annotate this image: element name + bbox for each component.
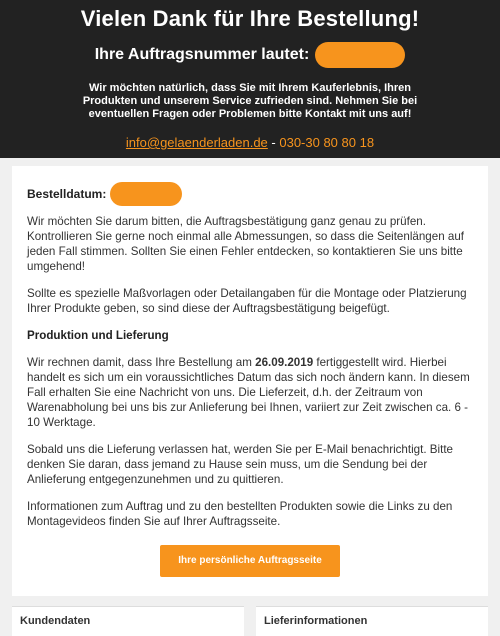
completion-date: 26.09.2019 [255, 356, 314, 369]
customer-data-box [12, 606, 244, 636]
header-banner [0, 0, 500, 158]
order-number-label: Ihre Auftragsnummer lautet: [94, 46, 310, 63]
bottom-info-boxes [12, 606, 488, 636]
order-number-line [0, 42, 500, 68]
intro-text: Wir möchten natürlich, dass Sie mit Ihrem Kauferlebnis, Ihren Produkten und unserem Service zufrieden sind. Nehmen Sie bei eventuellen Fragen oder Problemen bitte Kontakt mit uns auf! [82, 82, 418, 120]
paragraph-delivery-notice: Sobald uns die Lieferung verlassen hat, werden Sie per E-Mail benachrichtigt. Bitte denken Sie daran, dass jemand zu Hause sein muss, um die Sendung bei der Anlieferung entgegenzunehmen und zu quittieren. [27, 443, 453, 486]
completion-text-after: fertiggestellt wird. Hierbei handelt es sich um ein voraussichtliches Datum das sich noch ändern kann. In diesem Fall erhalten Sie eine Nachricht von uns. Die Lieferzeit, d.h. der Zeitraum von Warenabholung bei uns bis zur Anlieferung bei Ihnen, variiert zur Zeit zwischen ca. 6 - 10 Werktage. [27, 356, 470, 429]
contact-separator: - [267, 135, 280, 150]
order-date-line [27, 182, 473, 206]
phone-number[interactable]: 030-30 80 80 18 [279, 135, 375, 150]
page-title: Vielen Dank für Ihre Bestellung! [80, 6, 420, 31]
paragraph-check-confirmation: Wir möchten Sie darum bitten, die Auftragsbestätigung ganz genau zu prüfen. Kontrollieren Sie gerne noch einmal alle Abmessungen, so dass die Seitenlängen auf jeden Fall stimmen. Sollten Sie einen Fehler entdecken, so kontaktieren Sie uns bitte umgehend! [27, 215, 464, 273]
paragraph-special-templates: Sollte es spezielle Maßvorlagen oder Detailangaben für die Montage oder Platzierung Ihrer Produkte geben, so sind diese der Auftragsbestätigung beigefügt. [27, 287, 467, 315]
delivery-info-title: Lieferinformationen [264, 615, 368, 627]
paragraph-completion-date [27, 355, 473, 430]
main-content [12, 166, 488, 596]
order-number-redacted [315, 42, 405, 68]
contact-line [0, 135, 500, 151]
order-date-label: Bestelldatum: [27, 187, 107, 201]
completion-text-before: Wir rechnen damit, dass Ihre Bestellung am [27, 356, 256, 369]
order-page-button[interactable]: Ihre persönliche Auftragsseite [160, 545, 340, 577]
section-title-production: Produktion und Lieferung [27, 329, 169, 342]
order-date-redacted [110, 182, 182, 206]
delivery-info-box [256, 606, 488, 636]
paragraph-order-page-info: Informationen zum Auftrag und zu den bestellten Produkten sowie die Links zu den Montagevideos finden Sie auf Ihrer Auftragsseite. [27, 500, 453, 528]
cta-wrapper [27, 545, 473, 577]
email-link[interactable]: info@gelaenderladen.de [125, 135, 268, 150]
customer-data-title: Kundendaten [20, 615, 91, 627]
